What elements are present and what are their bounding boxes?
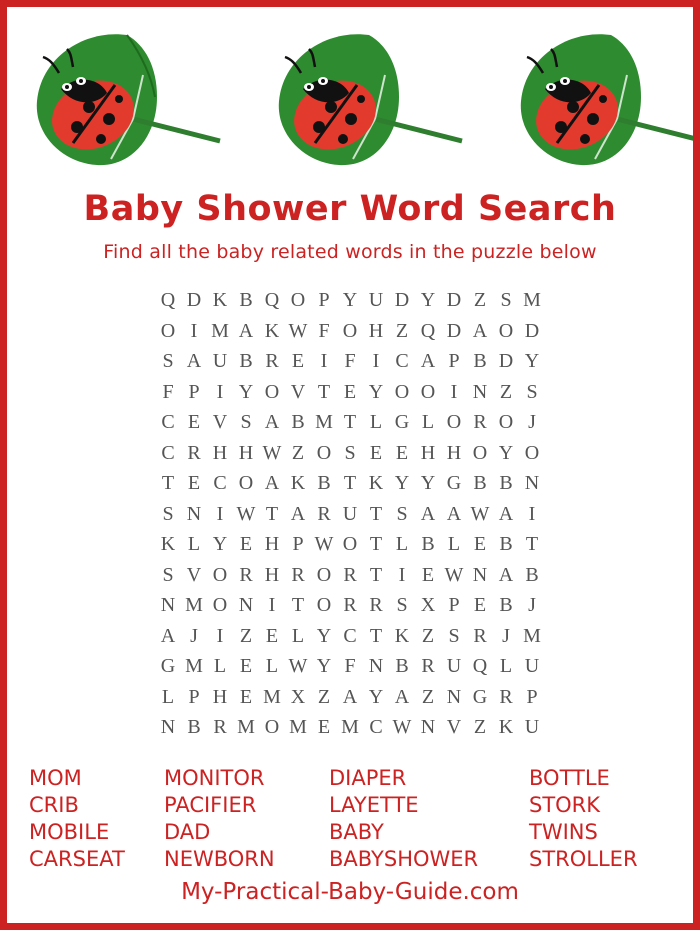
grid-letter: M: [341, 716, 359, 738]
grid-letter: I: [320, 350, 328, 372]
grid-letter: H: [368, 319, 384, 342]
grid-letter: P: [448, 594, 460, 616]
grid-letter: H: [420, 441, 436, 464]
word-list-item: STROLLER: [529, 847, 638, 871]
instructions: Find all the baby related words in the puzzle below: [103, 241, 597, 263]
grid-letter: C: [161, 441, 175, 464]
ladybug-on-leaf-3: [499, 23, 700, 173]
grid-letter: S: [162, 350, 174, 372]
grid-row: [155, 712, 545, 743]
grid-letter: Y: [420, 472, 436, 494]
grid-letter: I: [450, 380, 458, 403]
word-list-column-1: [29, 765, 164, 873]
grid-letter: I: [528, 502, 536, 525]
grid-letter: S: [162, 502, 174, 525]
grid-letter: U: [342, 502, 358, 525]
grid-letter: K: [290, 472, 306, 494]
grid-letter: O: [264, 716, 280, 738]
grid-letter: G: [472, 685, 488, 708]
grid-letter: N: [446, 685, 462, 708]
grid-letter: C: [395, 350, 409, 372]
grid-letter: P: [188, 685, 200, 708]
grid-letter: I: [216, 502, 224, 525]
grid-letter: E: [421, 563, 435, 586]
grid-letter: B: [499, 594, 513, 616]
grid-letter: E: [239, 655, 253, 677]
grid-letter: E: [317, 716, 331, 738]
grid-letter: H: [446, 441, 462, 464]
word-search-grid: [155, 285, 545, 743]
grid-letter: A: [420, 350, 436, 372]
grid-letter: S: [448, 624, 460, 647]
grid-letter: D: [394, 289, 410, 311]
grid-letter: R: [317, 502, 331, 525]
grid-letter: A: [160, 624, 176, 647]
grid-letter: Y: [368, 685, 384, 708]
grid-letter: B: [239, 350, 253, 372]
grid-letter: H: [212, 685, 228, 708]
grid-letter: A: [420, 502, 436, 525]
grid-letter: Y: [420, 289, 436, 311]
grid-letter: D: [446, 319, 462, 342]
grid-letter: J: [528, 594, 536, 616]
grid-letter: O: [316, 594, 332, 616]
grid-letter: H: [264, 533, 280, 555]
grid-letter: O: [212, 563, 228, 586]
grid-letter: E: [239, 685, 253, 708]
grid-row: [155, 560, 545, 591]
grid-letter: C: [369, 716, 383, 738]
grid-letter: T: [525, 533, 539, 555]
grid-letter: M: [523, 289, 541, 311]
grid-letter: V: [212, 411, 228, 433]
word-list-item: MOM: [29, 766, 82, 790]
grid-letter: U: [524, 716, 540, 738]
grid-row: [155, 651, 545, 682]
grid-letter: R: [291, 563, 305, 586]
grid-letter: D: [498, 350, 514, 372]
grid-letter: T: [369, 502, 383, 525]
grid-letter: U: [212, 350, 228, 372]
grid-letter: B: [499, 533, 513, 555]
grid-letter: L: [499, 655, 513, 677]
grid-letter: M: [289, 716, 307, 738]
grid-letter: H: [264, 563, 280, 586]
word-list: [7, 765, 693, 873]
grid-letter: E: [239, 533, 253, 555]
grid-row: [155, 499, 545, 530]
grid-letter: I: [268, 594, 276, 616]
grid-letter: K: [394, 624, 410, 647]
grid-letter: J: [190, 624, 198, 647]
grid-letter: W: [314, 533, 334, 555]
grid-letter: M: [237, 716, 255, 738]
grid-letter: Z: [499, 380, 513, 403]
grid-letter: Z: [421, 624, 435, 647]
grid-letter: T: [343, 411, 357, 433]
grid-letter: E: [187, 411, 201, 433]
grid-letter: A: [472, 319, 488, 342]
grid-letter: Q: [160, 289, 176, 311]
grid-letter: N: [238, 594, 254, 616]
grid-letter: P: [318, 289, 330, 311]
grid-letter: N: [160, 716, 176, 738]
grid-letter: F: [344, 350, 356, 372]
grid-letter: N: [524, 472, 540, 494]
grid-letter: L: [395, 533, 409, 555]
grid-letter: L: [161, 685, 175, 708]
grid-letter: A: [498, 563, 514, 586]
grid-letter: F: [162, 380, 174, 403]
grid-letter: O: [472, 441, 488, 464]
grid-letter: O: [498, 319, 514, 342]
grid-letter: Z: [473, 289, 487, 311]
grid-letter: A: [264, 411, 280, 433]
grid-letter: A: [498, 502, 514, 525]
grid-letter: D: [524, 319, 540, 342]
grid-letter: A: [394, 685, 410, 708]
grid-letter: A: [290, 502, 306, 525]
grid-letter: Q: [264, 289, 280, 311]
word-list-item: TWINS: [529, 820, 598, 844]
grid-letter: D: [446, 289, 462, 311]
grid-letter: T: [369, 624, 383, 647]
grid-letter: U: [524, 655, 540, 677]
word-list-item: NEWBORN: [164, 847, 275, 871]
grid-letter: Y: [368, 380, 384, 403]
grid-letter: M: [211, 319, 229, 342]
grid-letter: L: [291, 624, 305, 647]
grid-letter: O: [394, 380, 410, 403]
grid-letter: V: [290, 380, 306, 403]
grid-letter: S: [240, 411, 252, 433]
grid-letter: U: [446, 655, 462, 677]
grid-letter: W: [262, 441, 282, 464]
grid-letter: H: [212, 441, 228, 464]
grid-letter: A: [264, 472, 280, 494]
grid-letter: K: [160, 533, 176, 555]
grid-letter: L: [447, 533, 461, 555]
grid-letter: B: [525, 563, 539, 586]
word-list-item: LAYETTE: [329, 793, 419, 817]
grid-letter: E: [187, 472, 201, 494]
grid-letter: C: [343, 624, 357, 647]
grid-letter: I: [190, 319, 198, 342]
grid-letter: I: [216, 624, 224, 647]
grid-row: [155, 438, 545, 469]
grid-letter: Y: [342, 289, 358, 311]
grid-letter: W: [392, 716, 412, 738]
grid-letter: N: [160, 594, 176, 616]
word-list-item: PACIFIER: [164, 793, 257, 817]
grid-row: [155, 346, 545, 377]
leaf-icon: [15, 23, 225, 173]
grid-letter: V: [186, 563, 202, 586]
grid-letter: G: [394, 411, 410, 433]
grid-letter: F: [344, 655, 356, 677]
grid-letter: O: [342, 533, 358, 555]
grid-letter: Z: [473, 716, 487, 738]
grid-letter: O: [316, 563, 332, 586]
grid-letter: Q: [420, 319, 436, 342]
grid-letter: T: [161, 472, 175, 494]
grid-letter: O: [290, 289, 306, 311]
grid-letter: F: [318, 319, 330, 342]
grid-letter: E: [265, 624, 279, 647]
grid-letter: Y: [394, 472, 410, 494]
grid-letter: W: [470, 502, 490, 525]
grid-letter: O: [498, 411, 514, 433]
grid-row: [155, 621, 545, 652]
grid-letter: Z: [239, 624, 253, 647]
grid-letter: T: [291, 594, 305, 616]
grid-letter: R: [213, 716, 227, 738]
grid-letter: W: [444, 563, 464, 586]
grid-letter: B: [317, 472, 331, 494]
grid-letter: Z: [291, 441, 305, 464]
grid-letter: K: [498, 716, 514, 738]
grid-letter: R: [343, 594, 357, 616]
grid-letter: R: [421, 655, 435, 677]
grid-letter: L: [265, 655, 279, 677]
grid-letter: J: [502, 624, 510, 647]
grid-letter: Y: [498, 441, 514, 464]
grid-letter: K: [264, 319, 280, 342]
banner: [7, 15, 693, 175]
grid-row: [155, 468, 545, 499]
grid-letter: Z: [421, 685, 435, 708]
word-list-item: MOBILE: [29, 820, 110, 844]
grid-letter: E: [369, 441, 383, 464]
grid-letter: K: [212, 289, 228, 311]
grid-letter: B: [499, 472, 513, 494]
grid-letter: M: [263, 685, 281, 708]
grid-letter: S: [500, 289, 512, 311]
grid-letter: B: [291, 411, 305, 433]
grid-row: [155, 377, 545, 408]
word-list-item: STORK: [529, 793, 601, 817]
grid-letter: R: [499, 685, 513, 708]
grid-letter: Y: [316, 624, 332, 647]
grid-letter: M: [523, 624, 541, 647]
grid-letter: W: [288, 655, 308, 677]
ladybug-on-leaf-1: [15, 23, 225, 173]
grid-row: [155, 285, 545, 316]
grid-letter: R: [187, 441, 201, 464]
grid-letter: I: [372, 350, 380, 372]
word-list-item: BABY: [329, 820, 384, 844]
grid-letter: E: [473, 533, 487, 555]
grid-letter: Q: [472, 655, 488, 677]
grid-letter: L: [421, 411, 435, 433]
grid-letter: A: [446, 502, 462, 525]
word-list-item: DAD: [164, 820, 211, 844]
word-list-column-4: [529, 765, 689, 873]
grid-letter: Z: [395, 319, 409, 342]
grid-letter: O: [238, 472, 254, 494]
grid-letter: P: [292, 533, 304, 555]
grid-letter: T: [343, 472, 357, 494]
grid-letter: E: [473, 594, 487, 616]
grid-letter: Y: [238, 380, 254, 403]
grid-letter: O: [420, 380, 436, 403]
leaf-icon: [499, 23, 700, 173]
grid-letter: M: [315, 411, 333, 433]
word-list-item: BABYSHOWER: [329, 847, 479, 871]
grid-letter: T: [317, 380, 331, 403]
grid-letter: R: [265, 350, 279, 372]
grid-letter: O: [524, 441, 540, 464]
grid-letter: B: [473, 472, 487, 494]
grid-letter: B: [187, 716, 201, 738]
grid-letter: V: [446, 716, 462, 738]
grid-letter: S: [526, 380, 538, 403]
grid-row: [155, 316, 545, 347]
grid-row: [155, 529, 545, 560]
grid-letter: L: [187, 533, 201, 555]
grid-letter: S: [396, 502, 408, 525]
grid-letter: E: [291, 350, 305, 372]
grid-letter: Y: [212, 533, 228, 555]
grid-letter: J: [528, 411, 536, 433]
grid-letter: W: [236, 502, 256, 525]
grid-letter: S: [344, 441, 356, 464]
grid-letter: T: [369, 563, 383, 586]
page-title: Baby Shower Word Search: [83, 189, 617, 229]
grid-letter: X: [290, 685, 306, 708]
grid-letter: K: [368, 472, 384, 494]
grid-letter: O: [342, 319, 358, 342]
grid-letter: R: [343, 563, 357, 586]
grid-letter: S: [396, 594, 408, 616]
leaf-icon: [257, 23, 467, 173]
grid-letter: Z: [317, 685, 331, 708]
grid-letter: O: [264, 380, 280, 403]
grid-letter: R: [369, 594, 383, 616]
grid-letter: B: [421, 533, 435, 555]
grid-letter: E: [343, 380, 357, 403]
grid-letter: X: [420, 594, 436, 616]
grid-letter: P: [188, 380, 200, 403]
word-list-column-3: [329, 765, 529, 873]
grid-letter: W: [288, 319, 308, 342]
grid-letter: N: [472, 563, 488, 586]
grid-letter: O: [212, 594, 228, 616]
grid-letter: D: [186, 289, 202, 311]
grid-letter: I: [216, 380, 224, 403]
grid-letter: L: [213, 655, 227, 677]
grid-row: [155, 682, 545, 713]
grid-letter: N: [368, 655, 384, 677]
grid-letter: R: [239, 563, 253, 586]
grid-letter: O: [316, 441, 332, 464]
grid-letter: C: [161, 411, 175, 433]
grid-letter: T: [265, 502, 279, 525]
grid-letter: M: [185, 594, 203, 616]
word-list-column-2: [164, 765, 329, 873]
grid-letter: L: [369, 411, 383, 433]
grid-letter: Y: [316, 655, 332, 677]
word-list-item: CRIB: [29, 793, 79, 817]
word-list-item: CARSEAT: [29, 847, 125, 871]
grid-letter: B: [239, 289, 253, 311]
grid-letter: Y: [524, 350, 540, 372]
ladybug-on-leaf-2: [257, 23, 467, 173]
word-list-item: MONITOR: [164, 766, 265, 790]
grid-letter: A: [186, 350, 202, 372]
grid-letter: A: [238, 319, 254, 342]
word-list-item: BOTTLE: [529, 766, 610, 790]
grid-letter: E: [395, 441, 409, 464]
grid-letter: G: [160, 655, 176, 677]
grid-letter: N: [472, 380, 488, 403]
grid-letter: T: [369, 533, 383, 555]
grid-letter: P: [526, 685, 538, 708]
grid-letter: R: [473, 411, 487, 433]
word-list-item: DIAPER: [329, 766, 407, 790]
grid-letter: U: [368, 289, 384, 311]
grid-letter: O: [160, 319, 176, 342]
footer-credit: My-Practical-Baby-Guide.com: [181, 879, 519, 905]
grid-letter: A: [342, 685, 358, 708]
grid-letter: R: [473, 624, 487, 647]
grid-letter: N: [186, 502, 202, 525]
grid-row: [155, 590, 545, 621]
grid-letter: S: [162, 563, 174, 586]
grid-row: [155, 407, 545, 438]
grid-letter: H: [238, 441, 254, 464]
grid-letter: B: [395, 655, 409, 677]
grid-letter: N: [420, 716, 436, 738]
grid-letter: B: [473, 350, 487, 372]
grid-letter: I: [398, 563, 406, 586]
grid-letter: G: [446, 472, 462, 494]
grid-letter: M: [185, 655, 203, 677]
grid-letter: P: [448, 350, 460, 372]
grid-letter: C: [213, 472, 227, 494]
grid-letter: O: [446, 411, 462, 433]
